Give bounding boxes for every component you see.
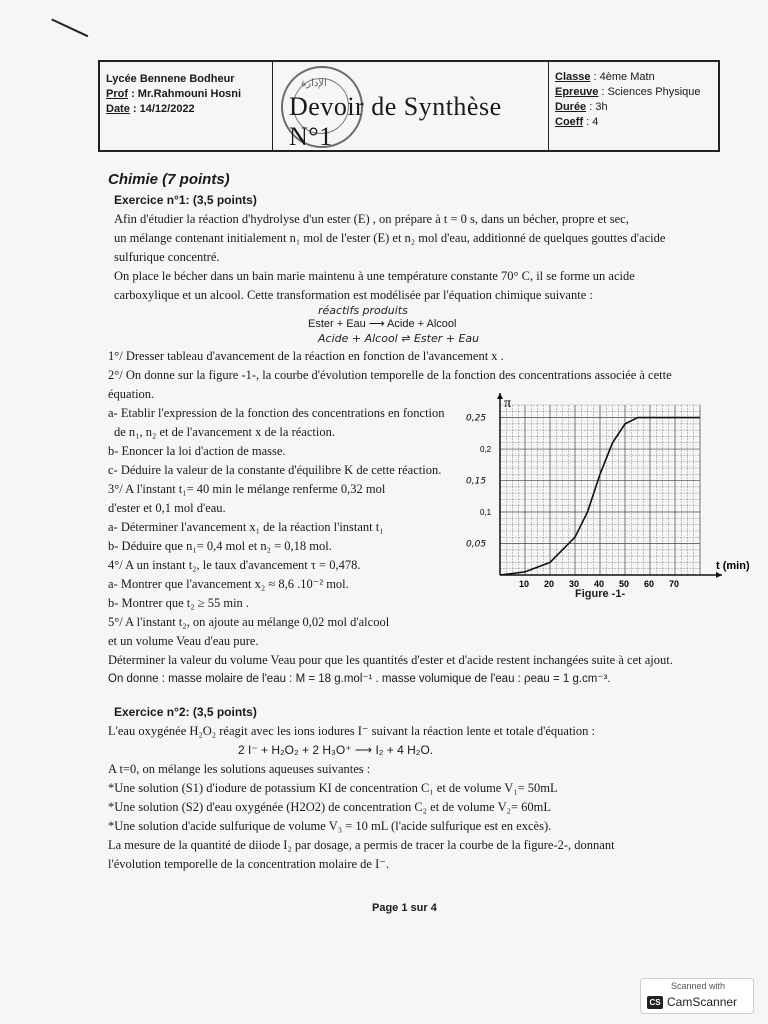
exercise-2-title: Exercice n°2: (3,5 points) [114,705,257,719]
header-right [549,62,718,150]
question-3b: b- Déduire que n₁= 0,4 mol et n₂ = 0,18 mol. [108,539,332,553]
hand-y-tick: 0,05 [466,539,487,550]
header-box [98,60,720,152]
equation: Ester + Eau ⟶ Acide + Alcool [308,318,457,330]
x-tick-label: 60 [644,579,655,589]
ex2-intro: L'eau oxygénée H₂O₂ réagit avec les ions iodures I⁻ suivant la réaction lente et totale d'équation : [108,724,596,738]
section-title: Chimie (7 points) [108,171,230,188]
hand-equation: Acide + Alcool ⇌ Ester + Eau [318,332,480,345]
prof-label: Prof [106,88,128,100]
ex2-line: *Une solution (S2) d'eau oxygénée (H2O2) de concentration C₂ et de volume V₂= 60mL [108,800,552,814]
question-2a: a- Etablir l'expression de la fonction des concentrations en fonction [108,406,445,420]
stamp-text: الإدارة [301,78,327,89]
x-tick-label: 30 [569,579,580,589]
camscanner-badge [640,978,754,1014]
ex2-equation: 2 I⁻ + H₂O₂ + 2 H₃O⁺ ⟶ I₂ + 4 H₂O. [238,743,434,757]
figure-1-chart [466,393,750,603]
x-tick-label: 40 [594,579,605,589]
camscanner-subtitle: Scanned with [671,981,726,991]
question-5-cont: et un volume Veau d'eau pure. [108,634,259,648]
question-2c: c- Déduire la valeur de la constante d'équilibre K de cette réaction. [108,463,442,477]
y-axis-label: π [504,396,512,411]
ex2-line: l'évolution temporelle de la concentration molaire de I⁻. [108,857,389,871]
question-5-task: Déterminer la valeur du volume Veau pour que les quantités d'ester et d'acide restent inchangées suite à cet ajout. [108,653,673,667]
y-axis-arrow [497,393,503,399]
question-2a-cont: de n₁, n₂ et de l'avancement x de la réaction. [114,425,335,439]
school-name: Lycée Bennene Bodheur [106,73,235,85]
page-number: Page 1 sur 4 [372,902,437,914]
hand-y-tick: 0,25 [466,413,487,424]
ex2-line: A t=0, on mélange les solutions aqueuses suivantes : [108,762,371,776]
question-4: 4°/ A un instant t₂, le taux d'avancement τ = 0,478. [108,558,361,572]
x-axis-arrow [716,572,722,578]
question-2: 2°/ On donne sur la figure -1-, la courbe d'évolution temporelle de la fonction des concentrations associée à cette équation. [108,368,672,401]
header-left [100,62,273,150]
date-value: : 14/12/2022 [132,103,195,115]
x-tick-label: 70 [669,579,680,589]
question-5: 5°/ A l'instant t₂, on ajoute au mélange 0,02 mol d'alcool [108,615,390,629]
header-title-cell [273,62,549,150]
question-1: 1°/ Dresser tableau d'avancement de la réaction en fonction de l'avancement x . [108,349,504,363]
duree-label: Durée [555,101,587,113]
ex1-line: carboxylique et un alcool. Cette transformation est modélisée par l'équation chimique suivante : [114,288,593,302]
ex1-line: Afin d'étudier la réaction d'hydrolyse d'un ester (E) , on prépare à t = 0 s, dans un bécher, propre et sec, [114,212,629,226]
ex1-line: sulfurique concentré. [114,250,220,264]
hand-y-tick: 0,15 [466,476,487,487]
given-data: On donne : masse molaire de l'eau : M = 18 g.mol⁻¹ . masse volumique de l'eau : ρeau = 1 g.cm⁻³. [108,673,611,685]
question-4a: a- Montrer que l'avancement x₂ ≈ 8,6 .10⁻² mol. [108,577,349,591]
y-tick-label: 0,1 [480,508,492,518]
ex2-line: *Une solution (S1) d'iodure de potassium KI de concentration C₁ et de volume V₁= 50mL [108,781,558,795]
page-title: Devoir de Synthèse N°1 [289,92,502,151]
camscanner-logo-icon: CS [647,996,663,1009]
x-tick-label: 10 [519,579,530,589]
ex2-line: *Une solution d'acide sulfurique de volume V₃ = 10 mL (l'acide sulfurique est en excès). [108,819,552,833]
ex1-line: On place le bécher dans un bain marie maintenu à une température constante 70° C, il se forme un acide [114,269,635,283]
question-4b: b- Montrer que t₂ ≥ 55 min . [108,596,250,610]
x-tick-label: 20 [544,579,555,589]
x-tick-label: 50 [619,579,630,589]
question-2b: b- Enoncer la loi d'action de masse. [108,444,286,458]
question-3a: a- Déterminer l'avancement x₁ de la réaction l'instant t₁ [108,520,384,534]
hand-labels: réactifs produits [318,304,408,317]
ex1-line: un mélange contenant initialement n₁ mol de l'ester (E) et n₂ mol d'eau, additionné de quelques gouttes d'acide [114,231,666,245]
classe-value: : 4ème Matn [593,71,655,83]
exercise-1-title: Exercice n°1: (3,5 points) [114,193,257,207]
x-axis-label: t (min) [716,560,750,572]
y-tick-label: 0,2 [480,445,492,455]
figure-caption: Figure -1- [575,588,626,600]
classe-label: Classe [555,71,591,83]
question-3-cont: d'ester et 0,1 mol d'eau. [108,501,226,515]
duree-value: : 3h [589,101,608,113]
coeff-label: Coeff [555,116,584,128]
ex2-line: La mesure de la quantité de diiode I₂ par dosage, a permis de tracer la courbe de la figure-2-, donnant [108,838,615,852]
coeff-value: : 4 [586,116,599,128]
prof-value: : Mr.Rahmouni Hosni [131,88,242,100]
camscanner-name: CamScanner [667,995,738,1009]
epreuve-label: Epreuve [555,86,599,98]
question-3: 3°/ A l'instant t₁= 40 min le mélange renferme 0,32 mol [108,482,386,496]
epreuve-value: : Sciences Physique [601,86,701,98]
date-label: Date [106,103,130,115]
pen-mark [44,18,89,53]
